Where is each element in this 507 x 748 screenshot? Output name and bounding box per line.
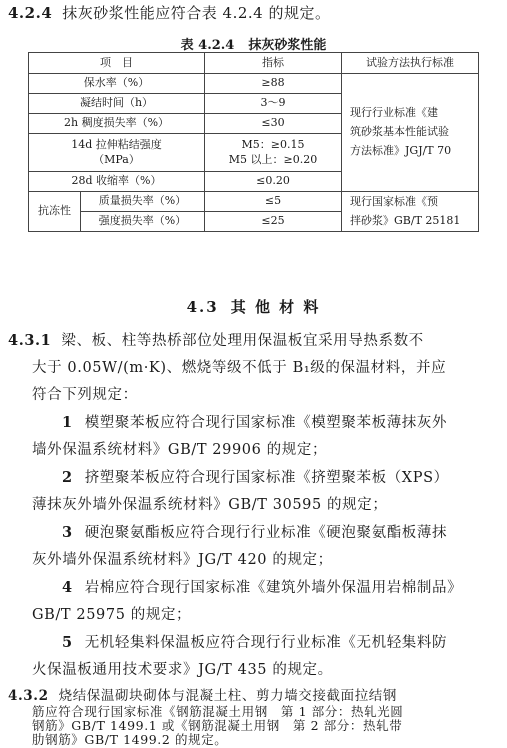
list-item (62, 576, 462, 597)
clause-4-3-2-line: 筋应符合现行国家标准《钢筋混凝土用钢 第 1 部分：热轧光圆 (32, 704, 404, 719)
clause-4-3-1-line (8, 329, 424, 350)
method-line: 现行行业标准《建 (350, 106, 438, 120)
item-text: 模塑聚苯板应符合现行国家标准《模塑聚苯板薄抹灰外 (84, 415, 448, 431)
row-item: 凝结时间（h） (29, 94, 205, 114)
table-row (29, 192, 479, 212)
item-text: 硬泡聚氨酯板应符合现行行业标准《硬泡聚氨酯板薄抹 (84, 525, 448, 541)
row-group-frost: 抗冻性 (29, 192, 81, 232)
item-number: 5 (62, 634, 73, 651)
method-line: 拌砂浆》GB/T 25181 (350, 213, 461, 227)
clause-4-3-1-line: 大于 0.05W/(m·K)、燃烧等级不低于 B₁级的保温材料，并应 (32, 360, 447, 376)
clause-number: 4.2.4 (8, 4, 53, 22)
item-number: 2 (62, 469, 73, 486)
row-value-line: M5 以上：≥0.20 (228, 152, 318, 166)
header-indicator: 指标 (205, 53, 342, 74)
table-row (29, 74, 479, 94)
table-caption-number: 表 4.2.4 (180, 38, 235, 53)
list-item (62, 466, 449, 487)
list-item (62, 411, 447, 432)
table-caption-title: 抹灰砂浆性能 (248, 38, 327, 53)
section-number: 4.3 (186, 298, 219, 316)
list-item-continuation: 灰外墙外保温系统材料》JG/T 420 的规定； (32, 552, 333, 568)
item-number: 1 (62, 414, 73, 431)
item-number: 4 (62, 579, 73, 596)
row-item (29, 134, 205, 172)
list-item-continuation: 薄抹灰外墙外保温系统材料》GB/T 30595 的规定； (32, 497, 388, 513)
clause-text: 烧结保温砌块砌体与混凝土柱、剪力墙交接截面拉结钢 (58, 688, 397, 704)
list-item (62, 521, 447, 542)
item-text: 无机轻集料保温板应符合现行行业标准《无机轻集料防 (84, 635, 448, 651)
row-value: ≤5 (205, 192, 342, 212)
section-title: 其 他 材 料 (230, 298, 321, 316)
item-number: 3 (62, 524, 73, 541)
clause-4-3-2-line: 肋钢筋》GB/T 1499.2 的规定。 (32, 732, 228, 747)
list-item-continuation: 火保温板通用技术要求》JG/T 435 的规定。 (32, 662, 333, 678)
row-item: 28d 收缩率（%） (29, 172, 205, 192)
row-item: 质量损失率（%） (81, 192, 205, 212)
method-line: 现行国家标准《预 (350, 194, 438, 208)
clause-number: 4.3.2 (8, 688, 49, 704)
list-item (62, 631, 447, 652)
row-value: ≤25 (205, 212, 342, 232)
row-item-line: 14d 拉伸粘结强度 (71, 137, 162, 151)
row-item: 保水率（%） (29, 74, 205, 94)
method-cell-jgj70 (342, 74, 479, 192)
row-value: 3～9 (205, 94, 342, 114)
row-item: 2h 稠度损失率（%） (29, 114, 205, 134)
section-heading (0, 296, 507, 317)
clause-number: 4.3.1 (8, 332, 52, 349)
clause-4-3-2-line (8, 684, 397, 704)
list-item-continuation: GB/T 25975 的规定； (32, 607, 192, 623)
row-value: ≤0.20 (205, 172, 342, 192)
row-value: ≥88 (205, 74, 342, 94)
row-value: ≤30 (205, 114, 342, 134)
mortar-performance-table (28, 52, 479, 232)
item-text: 岩棉应符合现行国家标准《建筑外墙外保温用岩棉制品》 (84, 580, 463, 596)
method-cell-gb25181 (342, 192, 479, 232)
clause-4-3-1-line: 符合下列规定： (32, 387, 138, 403)
row-item: 强度损失率（%） (81, 212, 205, 232)
item-text: 挤塑聚苯板应符合现行国家标准《挤塑聚苯板（XPS） (84, 470, 449, 486)
method-line: 筑砂浆基本性能试验 (350, 125, 449, 139)
clause-4-2-4 (8, 2, 330, 23)
row-value-line: M5：≥0.15 (241, 137, 305, 151)
clause-text: 梁、板、柱等热桥部位处理用保温板宜采用导热系数不 (61, 333, 424, 349)
clause-4-3-2-line: 钢筋》GB/T 1499.1 或《钢筋混凝土用钢 第 2 部分：热轧带 (32, 718, 403, 733)
method-line: 方法标准》JGJ/T 70 (350, 143, 452, 157)
list-item-continuation: 墙外保温系统材料》GB/T 29906 的规定； (32, 442, 328, 458)
header-item: 项 目 (29, 53, 205, 74)
table-caption (0, 34, 507, 53)
row-item-line: （MPa） (93, 152, 140, 166)
header-method: 试验方法执行标准 (342, 53, 479, 74)
table-header-row (29, 53, 479, 74)
clause-text: 抹灰砂浆性能应符合表 4.2.4 的规定。 (62, 4, 331, 22)
row-value (205, 134, 342, 172)
